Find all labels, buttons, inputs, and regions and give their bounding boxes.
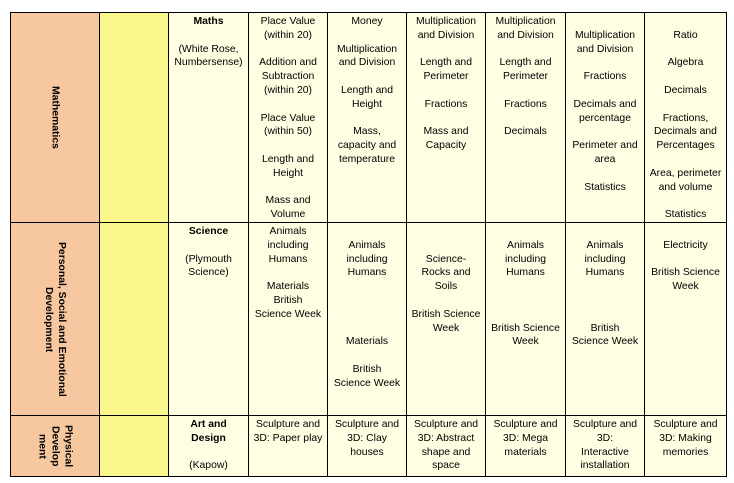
line-spacer <box>648 98 723 112</box>
cell-text: Sculpture and 3D: Making memories <box>653 418 718 458</box>
line-spacer <box>489 294 562 308</box>
line-spacer <box>252 139 324 153</box>
year-6-cell <box>645 13 727 223</box>
subject-scheme: (White Rose, Numbersense) <box>174 43 243 69</box>
year-4-cell <box>486 13 566 223</box>
cell-text: Algebra <box>667 57 704 69</box>
line-spacer <box>410 225 482 239</box>
subject-scheme: (Kapow) <box>189 460 228 472</box>
year-5-cell <box>566 222 645 415</box>
line-spacer <box>331 112 403 126</box>
line-spacer <box>648 225 723 239</box>
subject-title: Science <box>188 225 229 237</box>
highlight-column-cell <box>100 13 169 223</box>
line-spacer <box>489 225 562 239</box>
line-spacer <box>569 294 641 308</box>
line-spacer <box>252 43 324 57</box>
line-spacer <box>648 153 723 167</box>
line-spacer <box>410 294 482 308</box>
cell-text: Multiplication and Division <box>495 16 556 41</box>
line-spacer <box>489 308 562 322</box>
cell-text: Fractions, Decimals and Percentages <box>654 112 717 152</box>
line-spacer <box>331 29 403 43</box>
area-of-learning-label: Physical Develop ment <box>36 425 74 468</box>
cell-text: Multiplication and Division <box>574 29 636 55</box>
line-spacer <box>648 15 723 29</box>
year-3-cell <box>407 415 486 476</box>
cell-text: Decimals <box>664 84 707 96</box>
cell-text: Multiplication and Division <box>415 16 477 41</box>
line-spacer <box>648 253 723 267</box>
cell-text: Length and Height <box>340 84 393 110</box>
cell-text: British Science Week <box>411 308 481 334</box>
table-row <box>11 13 727 223</box>
year-6-cell <box>645 415 727 476</box>
cell-text: Place Value (within 50) <box>260 112 316 138</box>
line-spacer <box>569 308 641 322</box>
line-spacer <box>648 70 723 84</box>
year-5-cell <box>566 415 645 476</box>
line-spacer <box>489 43 562 57</box>
year-5-cell <box>566 13 645 223</box>
cell-text: Sculpture and 3D: Paper play <box>253 418 323 444</box>
cell-text: Materials <box>345 336 389 348</box>
line-spacer <box>331 294 403 308</box>
line-spacer <box>569 125 641 139</box>
table-row <box>11 222 727 415</box>
cell-text: Decimals and percentage <box>573 98 637 124</box>
subject-title: Art and Design <box>190 418 227 444</box>
year-2-cell <box>328 222 407 415</box>
area-of-learning-cell <box>11 415 100 476</box>
cell-text: Mass and Capacity <box>423 126 469 152</box>
line-spacer <box>569 56 641 70</box>
cell-text: Materials British Science Week <box>254 281 322 320</box>
cell-text: Statistics <box>584 181 626 193</box>
line-spacer <box>489 84 562 98</box>
cell-text: Fractions <box>504 98 547 110</box>
cell-text: Sculpture and 3D: Mega materials <box>493 418 558 458</box>
cell-text: Statistics <box>664 209 707 221</box>
year-4-cell <box>486 222 566 415</box>
cell-text: Decimals <box>504 126 547 138</box>
cell-text: Perimeter and area <box>572 140 638 165</box>
table-row <box>11 415 727 476</box>
area-of-learning-cell <box>11 13 100 223</box>
cell-text: Length and Perimeter <box>499 57 552 83</box>
year-2-cell <box>328 13 407 223</box>
cell-text: Sculpture and 3D: Abstract shape and space <box>413 418 479 472</box>
cell-text: Area, perimeter and volume <box>649 167 722 193</box>
cell-text: Addition and Subtraction (within 20) <box>259 57 317 96</box>
year-4-cell <box>486 415 566 476</box>
line-spacer <box>331 70 403 84</box>
line-spacer <box>648 194 723 208</box>
subject-scheme: (Plymouth Science) <box>185 253 232 279</box>
cell-text: Sculpture and 3D: Clay houses <box>334 418 400 458</box>
highlight-column-cell <box>100 415 169 476</box>
line-spacer <box>410 239 482 253</box>
year-3-cell <box>407 13 486 223</box>
line-spacer <box>331 349 403 363</box>
area-of-learning-cell <box>11 222 100 415</box>
cell-text: Animals including Humans <box>267 225 309 265</box>
line-spacer <box>569 15 641 29</box>
cell-text: Length and Height <box>261 153 314 179</box>
highlight-column-cell <box>100 222 169 415</box>
cell-text: Ratio <box>673 29 698 41</box>
cell-text: Multiplication and Division <box>336 43 398 69</box>
subject-cell <box>169 415 249 476</box>
year-1-cell <box>249 13 328 223</box>
cell-text: Mass, capacity and temperature <box>337 126 397 165</box>
year-2-cell <box>328 415 407 476</box>
line-spacer <box>489 112 562 126</box>
cell-text: British Science Week <box>333 363 401 389</box>
year-1-cell <box>249 222 328 415</box>
year-1-cell <box>249 415 328 476</box>
line-spacer <box>172 239 245 253</box>
line-spacer <box>172 29 245 43</box>
line-spacer <box>410 43 482 57</box>
area-of-learning-label: Personal, Social and Emotional Development <box>43 242 67 397</box>
cell-text: Place Value (within 20) <box>260 16 316 41</box>
line-spacer <box>331 225 403 239</box>
subject-cell <box>169 13 249 223</box>
cell-text: Fractions <box>583 71 627 83</box>
line-spacer <box>331 308 403 322</box>
cell-text: Science- Rocks and Soils <box>421 253 471 293</box>
line-spacer <box>489 280 562 294</box>
cell-text: Animals including Humans <box>346 239 388 279</box>
cell-text: Money <box>351 16 383 27</box>
line-spacer <box>252 266 324 280</box>
line-spacer <box>410 84 482 98</box>
line-spacer <box>410 112 482 126</box>
line-spacer <box>331 280 403 294</box>
line-spacer <box>252 98 324 112</box>
area-of-learning-label: Mathematics <box>49 85 61 149</box>
cell-text: Fractions <box>424 98 468 110</box>
cell-text: British Science Week <box>651 267 720 293</box>
subject-title: Maths <box>193 16 224 27</box>
line-spacer <box>569 225 641 239</box>
line-spacer <box>331 322 403 336</box>
cell-text: Sculpture and 3D: Interactive installation <box>572 418 638 472</box>
cell-text: British Science Week <box>571 322 639 348</box>
cell-text: Animals including Humans <box>504 239 546 279</box>
line-spacer <box>569 280 641 294</box>
subject-cell <box>169 222 249 415</box>
line-spacer <box>172 446 245 460</box>
cell-text: Mass and Volume <box>265 195 311 221</box>
line-spacer <box>648 43 723 57</box>
line-spacer <box>252 181 324 195</box>
year-3-cell <box>407 222 486 415</box>
cell-text: British Science Week <box>491 322 560 348</box>
cell-text: Length and Perimeter <box>419 57 472 83</box>
cell-text: Electricity <box>663 239 708 251</box>
cell-text: Animals including Humans <box>584 239 626 279</box>
line-spacer <box>569 84 641 98</box>
curriculum-table <box>10 12 727 477</box>
year-6-cell <box>645 222 727 415</box>
line-spacer <box>569 167 641 181</box>
